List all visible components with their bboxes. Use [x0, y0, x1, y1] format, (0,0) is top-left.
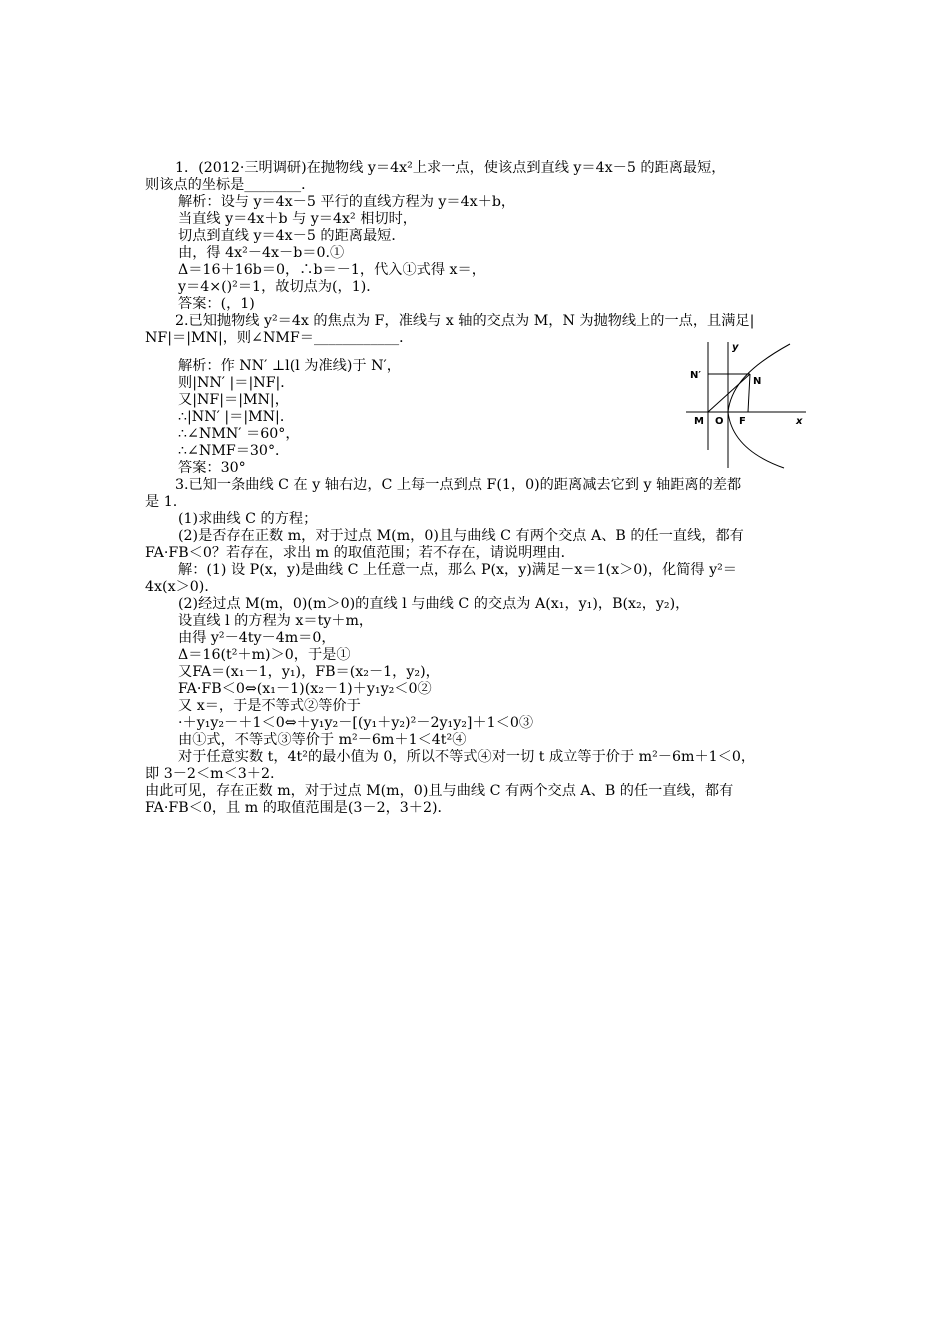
point-o-label: O: [715, 416, 724, 427]
text-line: Δ＝16(t²＋m)＞0，于是①: [178, 647, 351, 663]
text-line: 由①式，不等式③等价于 m²－6m＋1＜4t²④: [178, 732, 467, 748]
text-line: 解：(1) 设 P(x，y)是曲线 C 上任意一点，那么 P(x，y)满足－x＝1(x＞0)，化简得 y²＝: [178, 562, 737, 578]
text-line: 3.已知一条曲线 C 在 y 轴右边，C 上每一点到点 F(1，0)的距离减去它到 y 轴距离的差都: [175, 477, 742, 493]
point-m-label: M: [694, 416, 704, 427]
text-line: 又|NF|＝|MN|，: [178, 392, 289, 408]
text-line: 1．(2012·三明调研)在抛物线 y＝4x²上求一点，使该点到直线 y＝4x－5 的距离最短，: [175, 160, 726, 176]
text-line: FA·FB＜0，且 m 的取值范围是(3－2，3＋2)．: [145, 800, 452, 816]
text-line: 当直线 y＝4x＋b 与 y＝4x² 相切时，: [178, 211, 417, 227]
text-line: NF|＝|MN|，则∠NMF＝____________．: [145, 330, 414, 346]
text-line: 2.已知抛物线 y²＝4x 的焦点为 F，准线与 x 轴的交点为 M，N 为抛物线上的一点，且满足|: [175, 313, 755, 329]
parabola-lower-curve: [728, 412, 784, 468]
text-line: 又 x＝，于是不等式②等价于: [178, 698, 361, 714]
point-f-label: F: [739, 416, 746, 427]
text-line: FA·FB＜0⇔(x₁－1)(x₂－1)＋y₁y₂＜0②: [178, 681, 432, 697]
text-line: 答案：30°: [178, 460, 246, 476]
text-line: 对于任意实数 t，4t²的最小值为 0，所以不等式④对一切 t 成立等于价于 m²－6m＋1＜0，: [178, 749, 756, 765]
text-line: 答案：(，1): [178, 296, 255, 312]
segment-nf: [748, 374, 750, 412]
text-line: 是 1.: [145, 494, 178, 510]
text-line: Δ＝16＋16b＝0，∴b＝－1，代入①式得 x＝，: [178, 262, 486, 278]
text-line: 4x(x＞0)．: [145, 579, 219, 595]
y-axis-label: y: [732, 342, 739, 353]
text-line: 解析：设与 y＝4x－5 平行的直线方程为 y＝4x＋b，: [178, 194, 516, 210]
text-line: FA·FB＜0？若存在，求出 m 的取值范围；若不存在，请说明理由．: [145, 545, 575, 561]
parabola-figure: [684, 338, 810, 474]
text-line: ∴|NN′ |＝|MN|．: [178, 409, 295, 425]
text-line: y＝4×()²＝1，故切点为(，1)．: [178, 279, 381, 295]
text-line: 切点到直线 y＝4x－5 的距离最短．: [178, 228, 406, 244]
text-line: (2)经过点 M(m，0)(m＞0)的直线 l 与曲线 C 的交点为 A(x₁，y₁)，B(x₂，y₂)，: [178, 596, 690, 612]
text-line: ∴∠NMF＝30°．: [178, 443, 290, 459]
text-line: 则该点的坐标是________．: [145, 177, 316, 193]
text-line: 由此可见，存在正数 m，对于过点 M(m，0)且与曲线 C 有两个交点 A、B 的任一直线，都有: [145, 783, 734, 799]
parabola-diagram: [684, 338, 810, 474]
text-line: 解析：作 NN′ ⊥l(l 为准线)于 N′，: [178, 358, 401, 374]
point-n-prime-label: N′: [690, 370, 702, 381]
point-n-label: N: [753, 376, 762, 387]
text-line: (1)求曲线 C 的方程；: [178, 511, 318, 527]
text-line: 由，得 4x²－4x－b＝0.①: [178, 245, 345, 261]
text-line: ·＋y₁y₂－＋1＜0⇔＋y₁y₂－[(y₁＋y₂)²－2y₁y₂]＋1＜0③: [178, 715, 534, 731]
text-line: 则|NN′ |＝|NF|．: [178, 375, 295, 391]
x-axis-label: x: [796, 416, 803, 427]
text-line: (2)是否存在正数 m，对于过点 M(m，0)且与曲线 C 有两个交点 A、B 的任一直线，都有: [178, 528, 744, 544]
text-line: 设直线 l 的方程为 x＝ty＋m，: [178, 613, 374, 629]
text-line: ∴∠NMN′ ＝60°，: [178, 426, 300, 442]
text-line: 即 3－2＜m＜3＋2.: [145, 766, 275, 782]
text-line: 由得 y²－4ty－4m＝0，: [178, 630, 336, 646]
text-line: 又FA＝(x₁－1，y₁)，FB＝(x₂－1，y₂)，: [178, 664, 440, 680]
